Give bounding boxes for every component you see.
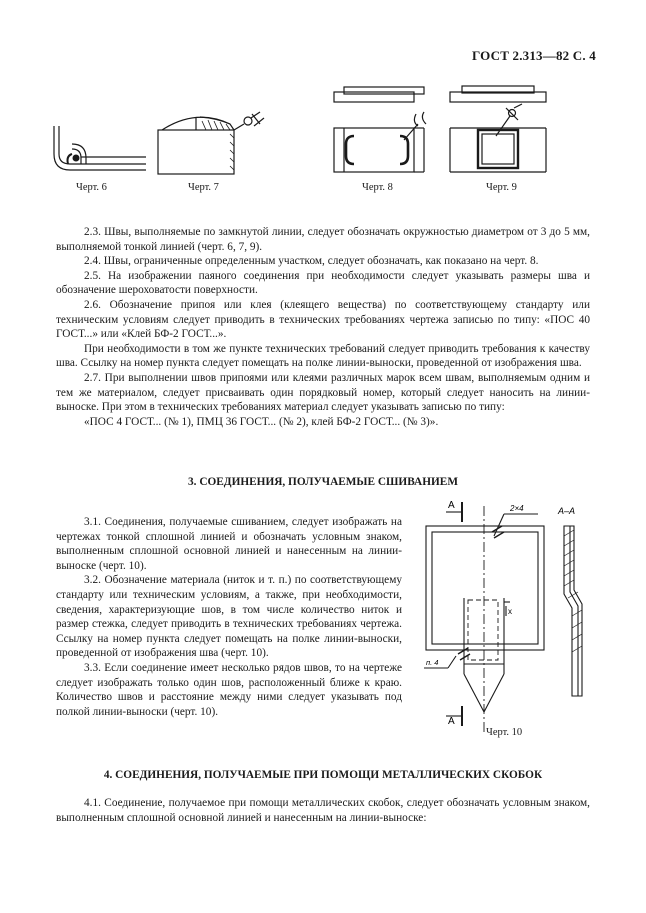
figure-9-caption: Черт. 9 xyxy=(486,182,517,193)
fig10-label-size: 2×4 xyxy=(510,504,524,513)
paragraph-4-1: 4.1. Соединение, получаемое при помощи металлических скобок, следует обозначать условным знаком, выполненным сплошной основной линией и нанесенным на линии-выноске: xyxy=(56,797,590,824)
fig10-label-a-top: A xyxy=(448,500,455,511)
figure-7-caption: Черт. 7 xyxy=(188,182,219,193)
fig10-label-aa: A–A xyxy=(558,506,576,516)
section-3-body xyxy=(56,515,402,719)
paragraph-3-3: 3.3. Если соединение имеет несколько рядов швов, то на чертеже следует изображать только один шов, расположенный ближе к краю. Количество швов и расстояние между ними следует указывать под полкой линии-выноски (черт. 10). xyxy=(56,661,402,718)
section-4-title: 4. СОЕДИНЕНИЯ, ПОЛУЧАЕМЫЕ ПРИ ПОМОЩИ МЕТАЛЛИЧЕСКИХ СКОБОК xyxy=(103,769,543,781)
fig10-label-x: x xyxy=(508,607,512,616)
figure-9-drawing xyxy=(448,82,548,176)
paragraphs-2-3-to-2-7 xyxy=(56,225,590,429)
figure-6-caption: Черт. 6 xyxy=(76,182,107,193)
paragraph-2-7: 2.7. При выполнении швов припоями или клеями различных марок всем швам, выполняемым одним и тем же материалом, следует присваивать один порядковый номер, который следует наносить на линии-выноске. При этом в технических требованиях материал следует указывать записью по типу: xyxy=(56,371,590,414)
paragraph-2-7-example: «ПОС 4 ГОСТ... (№ 1), ПМЦ 36 ГОСТ... (№ 2), клей БФ-2 ГОСТ... (№ 3)». xyxy=(84,415,439,428)
paragraph-3-2: 3.2. Обозначение материала (ниток и т. п.) по соответствующему стандарту или техническим условиям, а также, при необходимости, сведения, характеризующие шов, в том числе количество ниток и размер стежка, следует приводить в технических требованиях чертежа. Ссылку на номер пункта следует помещать на полке линии-выноски, проведенной от изображения шва (черт. 10). xyxy=(56,574,402,660)
figure-8-caption: Черт. 8 xyxy=(362,182,393,193)
section-4-body xyxy=(56,796,590,825)
figure-10-caption: Черт. 10 xyxy=(486,727,523,738)
paragraph-2-6-note: При необходимости в том же пункте технических требований следует приводить требования к качеству шва. Ссылку на номер пункта следует помещать на полке линии-выноски, проведенной от изображения шва. xyxy=(56,342,590,370)
fig10-label-n4: п. 4 xyxy=(426,658,439,667)
figure-8-drawing xyxy=(332,84,436,176)
paragraph-2-6: 2.6. Обозначение припоя или клея (клеящего вещества) по соответствующему стандарту или техническим условиям следует приводить в технических требованиях чертежа записью по типу: «ПОС 40 ГОСТ...» или «Клей БФ-2 ГОСТ...». xyxy=(56,298,590,341)
fig10-label-a-bottom: A xyxy=(448,716,455,727)
figure-6-drawing xyxy=(52,118,148,176)
page-header: ГОСТ 2.313—82 С. 4 xyxy=(471,48,596,63)
section-3-title: 3. СОЕДИНЕНИЯ, ПОЛУЧАЕМЫЕ СШИВАНИЕМ xyxy=(188,476,458,488)
figure-10-drawing xyxy=(418,496,596,736)
figure-7-drawing xyxy=(156,104,270,176)
paragraph-2-4: 2.4. Швы, ограниченные определенным участком, следует обозначать, как показано на черт. 8. xyxy=(84,255,539,268)
paragraph-2-3: 2.3. Швы, выполняемые по замкнутой линии, следует обозначать окружностью диаметром от 3 до 5 мм, выполняемой тонкой линией (черт. 6, 7, 9). xyxy=(56,226,590,253)
paragraph-3-1: 3.1. Соединения, получаемые сшиванием, следует изображать на чертежах тонкой сплошной линией и обозначать условным знаком, выполненным сплошной основной линией и нанесенным на линии-выноске (черт. 10). xyxy=(56,516,402,572)
paragraph-2-5: 2.5. На изображении паяного соединения при необходимости следует указывать размеры шва и обозначение шероховатости поверхности. xyxy=(56,269,590,297)
